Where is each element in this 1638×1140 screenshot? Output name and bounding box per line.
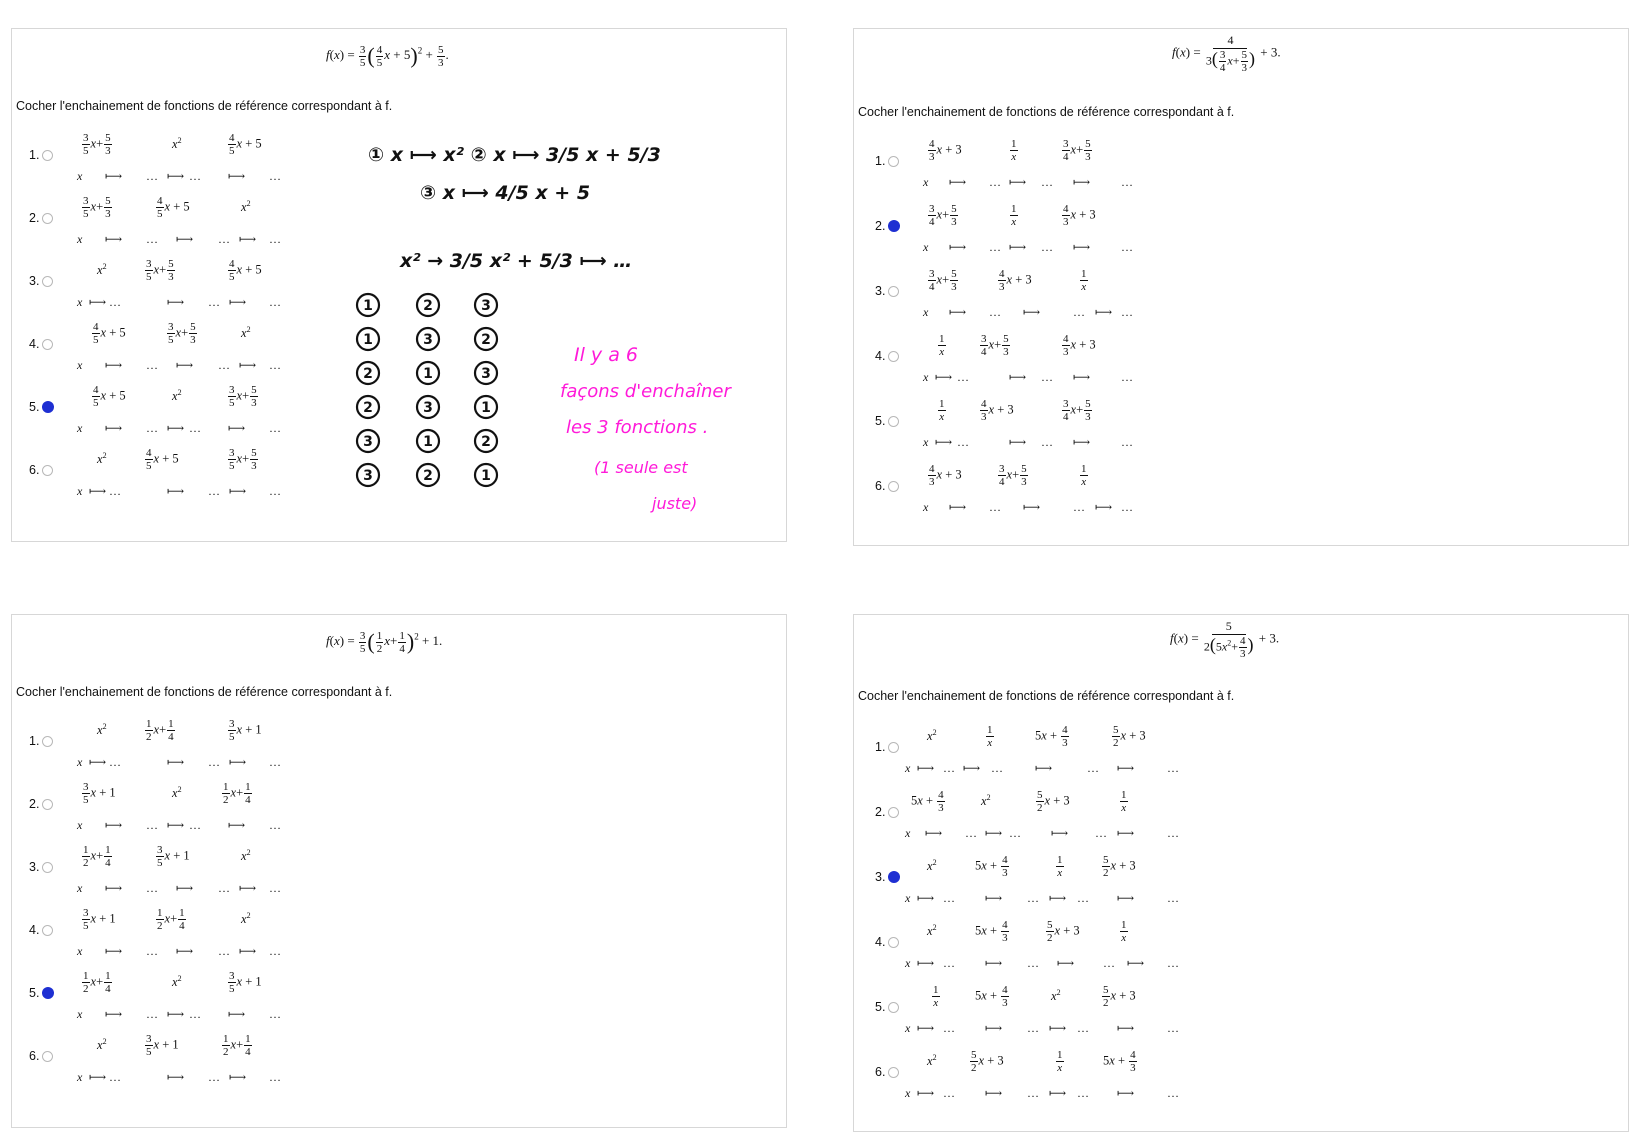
exercise-panel-1	[11, 28, 787, 542]
function-label: 5x + $\frac{4}{3}$	[1103, 1049, 1136, 1074]
function-label: $\frac{1}{2}$ x+ $\frac{1}{4}$	[223, 1033, 251, 1058]
option-1-5[interactable]: 5. $\frac{4}{5}$ x + 5 $x^2$ $\frac{3}{5}$ x+ $\frac{5}{3}$ x ⟼ … ⟼ … ⟼ …	[29, 384, 281, 435]
function-label: $\frac{4}{5}$ x + 5	[229, 132, 262, 157]
function-label: $x^2$	[241, 199, 251, 215]
option-number: 1.	[875, 154, 886, 168]
note-pink-2: façons d'enchaîner	[560, 381, 731, 402]
option-4-2[interactable]: 2. 5x + $\frac{4}{3}$ $x^2$ $\frac{5}{2}$ x + 3 $\frac{1}{x}$ x ⟼ … ⟼ … ⟼ … ⟼ …	[875, 789, 1179, 840]
option-3-2[interactable]: 2. $\frac{3}{5}$ x + 1 $x^2$ $\frac{1}{2}$ x+ $\frac{1}{4}$ x ⟼ … ⟼ … ⟼ …	[29, 781, 281, 832]
handwritten-notes	[12, 29, 788, 543]
note-pink-1: Il y a 6	[574, 344, 638, 366]
option-number: 4.	[875, 935, 886, 949]
circled-digit: 2	[363, 400, 373, 416]
option-number: 5.	[875, 414, 886, 428]
instruction-3: Cocher l'enchainement de fonctions de référence correspondant à f.	[16, 685, 393, 699]
instruction-2: Cocher l'enchainement de fonctions de référence correspondant à f.	[858, 105, 1235, 119]
function-label: $\frac{1}{2}$ x+ $\frac{1}{4}$	[146, 718, 174, 743]
function-label: $\frac{1}{x}$	[939, 398, 945, 423]
option-3-3[interactable]: 3. $\frac{1}{2}$ x+ $\frac{1}{4}$ $\frac{3}{5}$ x + 1 $x^2$ x ⟼ … ⟼ … ⟼ …	[29, 844, 281, 895]
radio-button[interactable]	[888, 481, 899, 492]
function-label: $x^2$	[97, 451, 107, 467]
option-number: 6.	[29, 1049, 40, 1063]
function-label: $\frac{5}{2}$ x + 3	[1113, 724, 1146, 749]
function-label: $\frac{4}{5}$ x + 5	[146, 447, 179, 472]
function-label: $\frac{1}{x}$	[933, 984, 939, 1009]
option-number: 2.	[875, 219, 886, 233]
function-label: $\frac{1}{2}$ x+ $\frac{1}{4}$	[223, 781, 251, 806]
function-label: $\frac{4}{3}$ x + 3	[1063, 203, 1096, 228]
formula-1: f(x) = $\frac{3}{5}$ ( $\frac{4}{5}$ x + 5)$^2$ + $\frac{5}{3}$ .	[326, 43, 449, 69]
circled-digit: 1	[363, 298, 373, 314]
option-number: 1.	[29, 734, 40, 748]
function-label: $x^2$	[927, 728, 937, 744]
circled-digit: 3	[423, 400, 433, 416]
option-number: 3.	[29, 860, 40, 874]
circled-digit: 2	[363, 366, 373, 382]
radio-button[interactable]	[888, 807, 899, 818]
note-pink-5: juste)	[652, 494, 698, 513]
function-label: $x^2$	[1051, 988, 1061, 1004]
function-label: $\frac{1}{2}$ x+ $\frac{1}{4}$	[83, 970, 111, 995]
circled-digit: 2	[423, 468, 433, 484]
function-label: $\frac{1}{2}$ x+ $\frac{1}{4}$	[157, 907, 185, 932]
circled-digit: 3	[481, 298, 491, 314]
function-label: $x^2$	[241, 848, 251, 864]
function-label: $x^2$	[927, 1053, 937, 1069]
option-number: 4.	[29, 337, 40, 351]
option-1-6[interactable]: 6. $x^2$ $\frac{4}{5}$ x + 5 $\frac{3}{5}$ x+ $\frac{5}{3}$ x ⟼ … ⟼ … ⟼ …	[29, 447, 281, 498]
function-label: $\frac{3}{5}$ x+ $\frac{5}{3}$	[229, 384, 257, 409]
function-label: $\frac{4}{5}$ x + 5	[157, 195, 190, 220]
option-number: 6.	[875, 479, 886, 493]
function-label: $\frac{4}{5}$ x + 5	[229, 258, 262, 283]
function-label: $x^2$	[241, 325, 251, 341]
exercise-panel-4	[853, 614, 1629, 1132]
function-label: 5x + $\frac{4}{3}$	[911, 789, 944, 814]
function-label: $\frac{1}{x}$	[1081, 463, 1087, 488]
circled-digit: 1	[423, 366, 433, 382]
function-label: $\frac{5}{2}$ x + 3	[971, 1049, 1004, 1074]
function-label: $x^2$	[172, 974, 182, 990]
function-label: $\frac{3}{5}$ x+ $\frac{5}{3}$	[168, 321, 196, 346]
note-line-2: ③ x ⟼ 4/5 x + 5	[420, 182, 591, 204]
radio-button[interactable]	[888, 351, 899, 362]
option-number: 4.	[875, 349, 886, 363]
function-label: $\frac{3}{5}$ x + 1	[229, 970, 262, 995]
function-label: $x^2$	[172, 136, 182, 152]
option-number: 1.	[875, 740, 886, 754]
function-label: $x^2$	[97, 1037, 107, 1053]
function-label: $x^2$	[981, 793, 991, 809]
radio-button[interactable]	[888, 1002, 899, 1013]
option-number: 5.	[875, 1000, 886, 1014]
radio-button[interactable]	[888, 286, 899, 297]
circled-digit: 1	[481, 400, 491, 416]
circled-digit: 1	[423, 434, 433, 450]
radio-button[interactable]	[888, 742, 899, 753]
function-label: $\frac{3}{4}$ x+ $\frac{5}{3}$	[1063, 398, 1091, 423]
function-label: $\frac{3}{4}$ x+ $\frac{5}{3}$	[1063, 138, 1091, 163]
radio-button[interactable]	[42, 862, 53, 873]
circled-digit: 2	[423, 298, 433, 314]
note-pink-4: (1 seule est	[594, 458, 688, 477]
radio-button[interactable]	[888, 416, 899, 427]
function-label: $\frac{1}{x}$	[1057, 1049, 1063, 1074]
circled-digit: 3	[363, 434, 373, 450]
function-label: $\frac{1}{x}$	[1011, 203, 1017, 228]
function-label: $\frac{3}{5}$ x+ $\frac{5}{3}$	[83, 132, 111, 157]
function-label: $\frac{1}{x}$	[939, 333, 945, 358]
function-label: $\frac{4}{3}$ x + 3	[999, 268, 1032, 293]
radio-button-selected[interactable]	[888, 220, 900, 232]
function-label: $\frac{3}{5}$ x+ $\frac{5}{3}$	[229, 447, 257, 472]
function-label: 5x + $\frac{4}{3}$	[975, 854, 1008, 879]
option-2-5[interactable]: 5. $\frac{1}{x}$ $\frac{4}{3}$ x + 3 $\frac{3}{4}$ x+ $\frac{5}{3}$ x ⟼ … ⟼ … ⟼ …	[875, 398, 1133, 449]
function-label: $\frac{5}{2}$ x + 3	[1037, 789, 1070, 814]
option-3-1[interactable]: 1. $x^2$ $\frac{1}{2}$ x+ $\frac{1}{4}$ $\frac{3}{5}$ x + 1 x ⟼ … ⟼ … ⟼ …	[29, 718, 281, 769]
radio-button-selected[interactable]	[888, 871, 900, 883]
option-1-4[interactable]: 4. $\frac{4}{5}$ x + 5 $\frac{3}{5}$ x+ $\frac{5}{3}$ $x^2$ x ⟼ … ⟼ … ⟼ …	[29, 321, 281, 372]
option-number: 2.	[29, 797, 40, 811]
radio-button[interactable]	[42, 799, 53, 810]
function-label: $\frac{3}{4}$ x+ $\frac{5}{3}$	[981, 333, 1009, 358]
note-line-1: ① x ⟼ x² ② x ⟼ 3/5 x + 5/3	[368, 144, 661, 166]
instruction-1: Cocher l'enchainement de fonctions de référence correspondant à f.	[16, 99, 393, 113]
function-label: $x^2$	[927, 858, 937, 874]
option-4-1[interactable]: 1. $x^2$ $\frac{1}{x}$ 5x + $\frac{4}{3}$ $\frac{5}{2}$ x + 3 x ⟼ … ⟼ … ⟼ … ⟼ …	[875, 724, 1179, 775]
option-4-5[interactable]: 5. $\frac{1}{x}$ 5x + $\frac{4}{3}$ $x^2$ $\frac{5}{2}$ x + 3 x ⟼ … ⟼ … ⟼ … ⟼ …	[875, 984, 1179, 1035]
exercise-panel-2	[853, 28, 1629, 546]
option-number: 6.	[875, 1065, 886, 1079]
option-number: 2.	[875, 805, 886, 819]
radio-button[interactable]	[42, 1051, 53, 1062]
option-1-1[interactable]: 1. $\frac{3}{5}$ x+ $\frac{5}{3}$ $x^2$ $\frac{4}{5}$ x + 5 x ⟼ … ⟼ … ⟼ …	[29, 132, 281, 183]
option-4-6[interactable]: 6. $x^2$ $\frac{5}{2}$ x + 3 $\frac{1}{x}$ 5x + $\frac{4}{3}$ x ⟼ … ⟼ … ⟼ … ⟼ …	[875, 1049, 1179, 1100]
function-label: $\frac{3}{4}$ x+ $\frac{5}{3}$	[929, 203, 957, 228]
option-number: 3.	[875, 870, 886, 884]
function-label: $\frac{1}{x}$	[987, 724, 993, 749]
radio-button[interactable]	[888, 156, 899, 167]
function-label: $\frac{1}{x}$	[1057, 854, 1063, 879]
function-label: $\frac{4}{5}$ x + 5	[93, 321, 126, 346]
option-2-6[interactable]: 6. $\frac{4}{3}$ x + 3 $\frac{3}{4}$ x+ $\frac{5}{3}$ $\frac{1}{x}$ x ⟼ … ⟼ … ⟼ …	[875, 463, 1133, 514]
function-label: $\frac{3}{4}$ x+ $\frac{5}{3}$	[929, 268, 957, 293]
option-3-6[interactable]: 6. $x^2$ $\frac{3}{5}$ x + 1 $\frac{1}{2}$ x+ $\frac{1}{4}$ x ⟼ … ⟼ … ⟼ …	[29, 1033, 281, 1084]
option-number: 6.	[29, 463, 40, 477]
option-4-4[interactable]: 4. $x^2$ 5x + $\frac{4}{3}$ $\frac{5}{2}$ x + 3 $\frac{1}{x}$ x ⟼ … ⟼ … ⟼ … ⟼ …	[875, 919, 1179, 970]
option-2-2[interactable]: 2. $\frac{3}{4}$ x+ $\frac{5}{3}$ $\frac{1}{x}$ $\frac{4}{3}$ x + 3 x ⟼ … ⟼ … ⟼ …	[875, 203, 1133, 254]
function-label: $x^2$	[241, 911, 251, 927]
function-label: $\frac{3}{5}$ x + 1	[83, 907, 116, 932]
function-label: $\frac{4}{3}$ x + 3	[1063, 333, 1096, 358]
function-label: $\frac{5}{2}$ x + 3	[1103, 854, 1136, 879]
option-number: 3.	[29, 274, 40, 288]
option-4-3[interactable]: 3. $x^2$ 5x + $\frac{4}{3}$ $\frac{1}{x}$ $\frac{5}{2}$ x + 3 x ⟼ … ⟼ … ⟼ … ⟼ …	[875, 854, 1179, 905]
option-1-2[interactable]: 2. $\frac{3}{5}$ x+ $\frac{5}{3}$ $\frac{4}{5}$ x + 5 $x^2$ x ⟼ … ⟼ … ⟼ …	[29, 195, 281, 246]
function-label: $x^2$	[97, 262, 107, 278]
function-label: $x^2$	[927, 923, 937, 939]
circled-digit: 1	[363, 332, 373, 348]
function-label: $\frac{3}{5}$ x + 1	[146, 1033, 179, 1058]
function-label: $x^2$	[172, 388, 182, 404]
option-number: 1.	[29, 148, 40, 162]
function-label: $\frac{1}{2}$ x+ $\frac{1}{4}$	[83, 844, 111, 869]
function-label: $x^2$	[97, 722, 107, 738]
option-number: 5.	[29, 400, 40, 414]
option-2-1[interactable]: 1. $\frac{4}{3}$ x + 3 $\frac{1}{x}$ $\frac{3}{4}$ x+ $\frac{5}{3}$ x ⟼ … ⟼ … ⟼ …	[875, 138, 1133, 189]
function-label: $\frac{5}{2}$ x + 3	[1047, 919, 1080, 944]
circled-digit: 3	[363, 468, 373, 484]
radio-button[interactable]	[888, 937, 899, 948]
option-number: 2.	[29, 211, 40, 225]
function-label: $\frac{1}{x}$	[1011, 138, 1017, 163]
radio-button-selected[interactable]	[42, 987, 54, 999]
instruction-4: Cocher l'enchainement de fonctions de référence correspondant à f.	[858, 689, 1235, 703]
option-1-3[interactable]: 3. $x^2$ $\frac{3}{5}$ x+ $\frac{5}{3}$ $\frac{4}{5}$ x + 5 x ⟼ … ⟼ … ⟼ …	[29, 258, 281, 309]
note-line-3: x² → 3/5 x² + 5/3 ⟼ …	[400, 250, 633, 272]
circled-digit: 3	[481, 366, 491, 382]
option-2-3[interactable]: 3. $\frac{3}{4}$ x+ $\frac{5}{3}$ $\frac{4}{3}$ x + 3 $\frac{1}{x}$ x ⟼ … ⟼ … ⟼ …	[875, 268, 1133, 319]
function-label: $\frac{4}{3}$ x + 3	[929, 138, 962, 163]
function-label: $\frac{3}{5}$ x + 1	[229, 718, 262, 743]
option-number: 4.	[29, 923, 40, 937]
option-2-4[interactable]: 4. $\frac{1}{x}$ $\frac{3}{4}$ x+ $\frac{5}{3}$ $\frac{4}{3}$ x + 3 x ⟼ … ⟼ … ⟼ …	[875, 333, 1133, 384]
function-label: $\frac{1}{x}$	[1121, 789, 1127, 814]
option-number: 5.	[29, 986, 40, 1000]
function-label: $x^2$	[172, 785, 182, 801]
function-label: 5x + $\frac{4}{3}$	[1035, 724, 1068, 749]
function-label: $\frac{3}{5}$ x + 1	[157, 844, 190, 869]
formula-3: f(x) = $\frac{3}{5}$ ( $\frac{1}{2}$ x+ $\frac{1}{4}$ )$^2$ + 1.	[326, 629, 443, 655]
radio-button[interactable]	[42, 736, 53, 747]
function-label: $\frac{3}{5}$ x+ $\frac{5}{3}$	[146, 258, 174, 283]
option-3-5[interactable]: 5. $\frac{1}{2}$ x+ $\frac{1}{4}$ $x^2$ $\frac{3}{5}$ x + 1 x ⟼ … ⟼ … ⟼ …	[29, 970, 281, 1021]
function-label: $\frac{3}{5}$ x+ $\frac{5}{3}$	[83, 195, 111, 220]
radio-button[interactable]	[42, 925, 53, 936]
option-3-4[interactable]: 4. $\frac{3}{5}$ x + 1 $\frac{1}{2}$ x+ $\frac{1}{4}$ $x^2$ x ⟼ … ⟼ … ⟼ …	[29, 907, 281, 958]
circled-digit: 3	[423, 332, 433, 348]
function-label: $\frac{4}{3}$ x + 3	[929, 463, 962, 488]
exercise-panel-3	[11, 614, 787, 1128]
function-label: $\frac{1}{x}$	[1121, 919, 1127, 944]
formula-2: f(x) = 4 3( $\frac{3}{4}$ x+ $\frac{5}{3}$ ) + 3.	[1172, 33, 1281, 74]
circled-digit: 2	[481, 332, 491, 348]
function-label: $\frac{3}{5}$ x + 1	[83, 781, 116, 806]
function-label: $\frac{3}{4}$ x+ $\frac{5}{3}$	[999, 463, 1027, 488]
option-number: 3.	[875, 284, 886, 298]
function-label: $\frac{1}{x}$	[1081, 268, 1087, 293]
formula-4: f(x) = 5 $2(5x^2+$ $\frac{4}{3}$ ) + 3.	[1170, 619, 1280, 660]
function-label: $\frac{4}{5}$ x + 5	[93, 384, 126, 409]
circled-digit: 1	[481, 468, 491, 484]
radio-button[interactable]	[888, 1067, 899, 1078]
function-label: $\frac{4}{3}$ x + 3	[981, 398, 1014, 423]
function-label: $\frac{5}{2}$ x + 3	[1103, 984, 1136, 1009]
note-pink-3: les 3 fonctions .	[566, 417, 709, 438]
function-label: 5x + $\frac{4}{3}$	[975, 919, 1008, 944]
function-label: 5x + $\frac{4}{3}$	[975, 984, 1008, 1009]
circled-digit: 2	[481, 434, 491, 450]
